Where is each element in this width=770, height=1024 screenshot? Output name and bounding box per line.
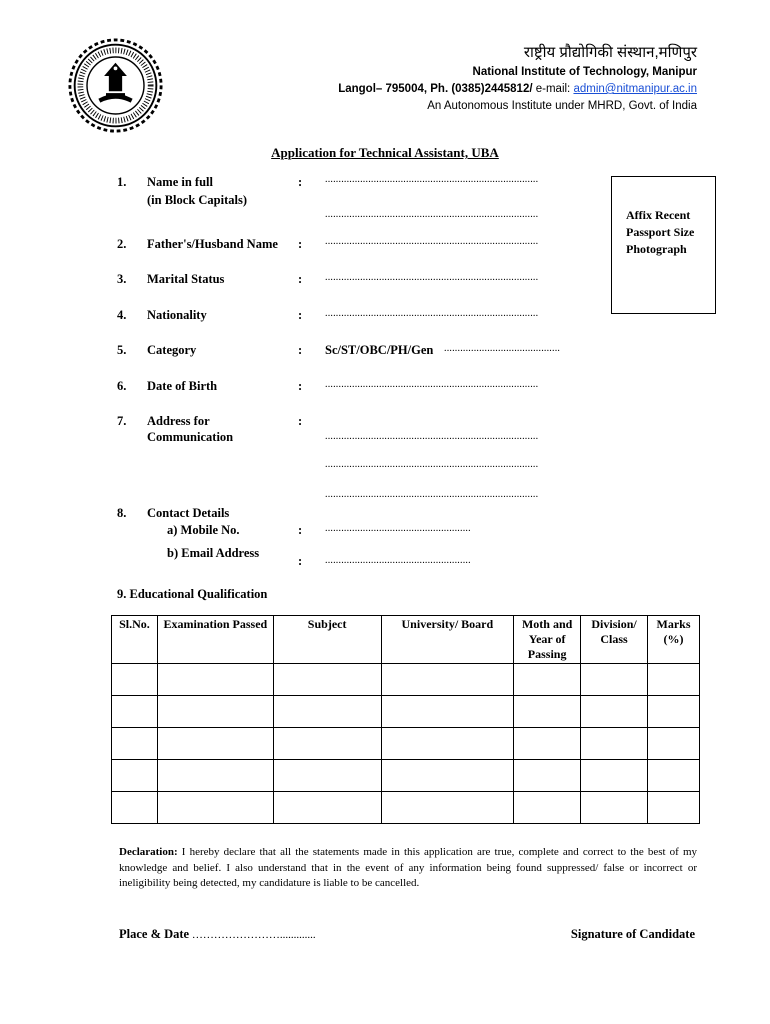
dob-input-line[interactable]: ............................................................................... [325,379,539,390]
field-colon: : [298,379,303,393]
field-number: 6. [117,379,127,393]
form-title: Application for Technical Assistant, UBA [271,145,499,160]
col-header-marks: Marks (%) [648,616,700,664]
category-input-line[interactable]: ........................................... [444,343,561,354]
address-input-line-3[interactable]: ............................................................................... [325,489,539,500]
field-number: 8. [117,506,127,520]
place-date-dots: ……………………............. [189,929,316,941]
col-header-year: Moth and Year of Passing [514,616,581,664]
col-header-slno: Sl.No. [112,616,158,664]
declaration-label: Declaration: [119,846,178,858]
table-cell[interactable] [157,664,273,696]
field-label-contact: Contact Details [147,506,230,520]
table-header-row [112,616,700,664]
table-cell[interactable] [112,760,158,792]
table-cell[interactable] [381,792,514,824]
table-cell[interactable] [581,728,648,760]
table-cell[interactable] [514,664,581,696]
table-cell[interactable] [157,728,273,760]
table-cell[interactable] [157,760,273,792]
declaration [119,845,697,892]
name-input-line[interactable]: ............................................................................... [325,174,539,185]
table-cell[interactable] [648,792,700,824]
field-colon: : [298,175,303,189]
field-number: 7. [117,414,127,428]
marital-status-input-line[interactable]: ............................................................................... [325,272,539,283]
table-cell[interactable] [157,696,273,728]
col-header-exam: Examination Passed [157,616,273,664]
table-row [112,792,700,824]
table-row [112,728,700,760]
signature-label: Signature of Candidate [570,927,695,941]
field-number: 2. [117,237,127,251]
table-cell[interactable] [381,760,514,792]
table-cell[interactable] [648,760,700,792]
table-cell[interactable] [112,728,158,760]
table-cell[interactable] [648,664,700,696]
table-cell[interactable] [273,664,381,696]
field-label-name: Name in full [147,175,213,189]
table-cell[interactable] [381,696,514,728]
field-sublabel-block-capitals: (in Block Capitals) [147,193,248,207]
table-cell[interactable] [514,728,581,760]
institute-logo [68,38,163,133]
table-row [112,696,700,728]
field-colon: : [298,237,303,251]
institute-contact [338,83,697,95]
place-date-field[interactable] [119,927,316,942]
table-cell[interactable] [273,728,381,760]
education-table [111,615,700,824]
table-cell[interactable] [112,664,158,696]
table-cell[interactable] [273,696,381,728]
address-input-line-1[interactable]: ............................................................................... [325,431,539,442]
place-date-label: Place & Date [119,927,190,941]
field-colon: : [298,343,303,357]
field-label-father-husband: Father's/Husband Name [147,237,278,251]
name-input-line-2[interactable]: ............................................................................... [325,209,539,220]
field-label-category: Category [147,343,197,357]
photo-line-2: Passport Size [626,225,695,239]
father-husband-input-line[interactable]: ............................................................................... [325,236,539,247]
table-cell[interactable] [273,760,381,792]
table-cell[interactable] [581,696,648,728]
institute-email-link[interactable]: admin@nitmanipur.ac.in [573,83,697,95]
field-number: 1. [117,175,127,189]
table-cell[interactable] [381,664,514,696]
field-number: 3. [117,272,127,286]
email-input-line[interactable]: ...................................................... [325,555,471,566]
field-sublabel-communication: Communication [147,430,234,444]
table-cell[interactable] [581,664,648,696]
table-cell[interactable] [381,728,514,760]
field-colon: : [298,308,303,322]
institute-name: National Institute of Technology, Manipur [472,66,697,78]
table-cell[interactable] [581,792,648,824]
col-header-university: University/ Board [381,616,514,664]
institute-hindi-name: राष्ट्रीय प्रौद्योगिकी संस्थान,मणिपुर [523,44,697,61]
field-label-address: Address for [147,414,210,428]
table-cell[interactable] [514,696,581,728]
photo-line-1: Affix Recent [626,208,691,222]
edu-heading: 9. Educational Qualification [117,587,268,601]
col-header-subject: Subject [273,616,381,664]
table-cell[interactable] [514,760,581,792]
field-label-email: b) Email Address [167,546,260,560]
address-input-line-2[interactable]: ............................................................................... [325,459,539,470]
mobile-input-line[interactable]: ...................................................... [325,523,471,534]
institute-autonomy: An Autonomous Institute under MHRD, Govt. of India [427,100,697,112]
email-label: e-mail: [532,83,574,95]
field-label-dob: Date of Birth [147,379,218,393]
institute-address: Langol– 795004, Ph. (0385)2445812/ [338,83,533,95]
table-cell[interactable] [648,728,700,760]
field-label-nationality: Nationality [147,308,207,322]
table-cell[interactable] [581,760,648,792]
table-row [112,760,700,792]
table-cell[interactable] [273,792,381,824]
photo-line-3: Photograph [626,242,687,256]
table-row [112,664,700,696]
field-colon: : [298,272,303,286]
table-cell[interactable] [112,792,158,824]
field-number: 5. [117,343,127,357]
category-options: Sc/ST/OBC/PH/Gen [325,343,434,357]
table-cell[interactable] [648,696,700,728]
field-colon: : [298,554,303,568]
photo-box [611,176,716,314]
field-label-marital-status: Marital Status [147,272,225,286]
field-colon: : [298,523,303,537]
table-cell[interactable] [112,696,158,728]
field-colon: : [298,414,303,428]
table-cell[interactable] [157,792,273,824]
field-number: 4. [117,308,127,322]
declaration-text: I hereby declare that all the statements made in this application are true, complete and correct to the best of my knowledge and belief. I also understand that in the event of any information being found suppressed/ false or incorrect or ineligibility being detected, my candidature is liable to be cancelled. [119,846,697,889]
nationality-input-line[interactable]: ............................................................................... [325,308,539,319]
col-header-division: Division/ Class [581,616,648,664]
field-label-mobile: a) Mobile No. [167,523,240,537]
table-cell[interactable] [514,792,581,824]
